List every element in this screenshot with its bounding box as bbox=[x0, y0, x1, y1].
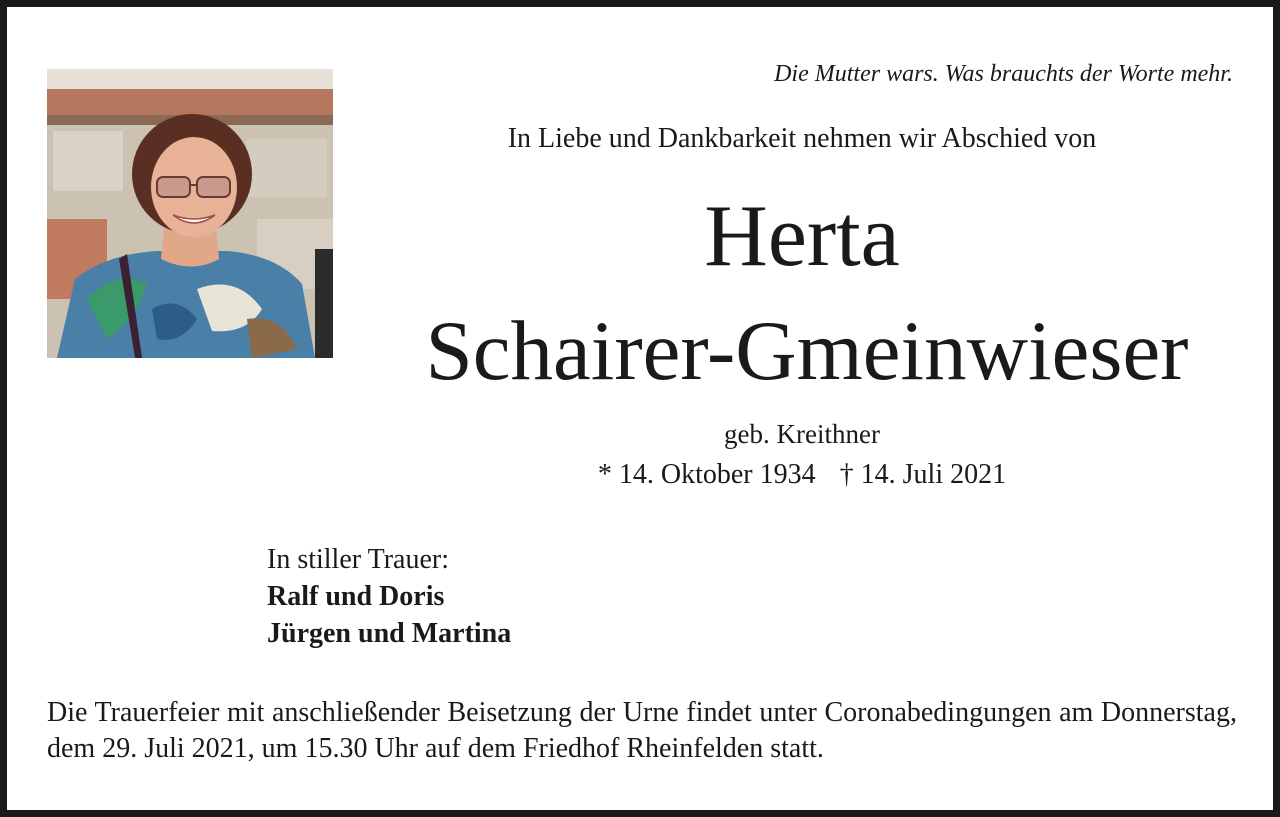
death-date: † 14. Juli 2021 bbox=[839, 459, 1007, 490]
mourners-block bbox=[267, 541, 511, 652]
ceremony-details: Die Trauerfeier mit anschließender Beisetzung der Urne findet unter Coronabedingungen am Donnerstag, dem 29. Juli 2021, um 15.30 Uhr auf dem Friedhof Rheinfelden statt. bbox=[47, 697, 1237, 764]
motto-quote: Die Mutter wars. Was brauchts der Worte mehr. bbox=[774, 61, 1233, 87]
mourners-heading: In stiller Trauer: bbox=[267, 544, 449, 575]
birth-date: * 14. Oktober 1934 bbox=[597, 459, 816, 490]
mourner-name: Jürgen und Martina bbox=[267, 618, 512, 649]
deceased-first-name: Herta bbox=[704, 188, 900, 285]
portrait-photo bbox=[47, 69, 333, 358]
portrait-image bbox=[47, 69, 333, 358]
deceased-last-name: Schairer-Gmeinwieser bbox=[425, 304, 1189, 398]
intro-line: In Liebe und Dankbarkeit nehmen wir Abschied von bbox=[507, 123, 1097, 154]
life-dates bbox=[367, 459, 1237, 491]
mourner-name: Ralf und Doris bbox=[267, 581, 445, 612]
birth-name: geb. Kreithner bbox=[724, 419, 880, 449]
